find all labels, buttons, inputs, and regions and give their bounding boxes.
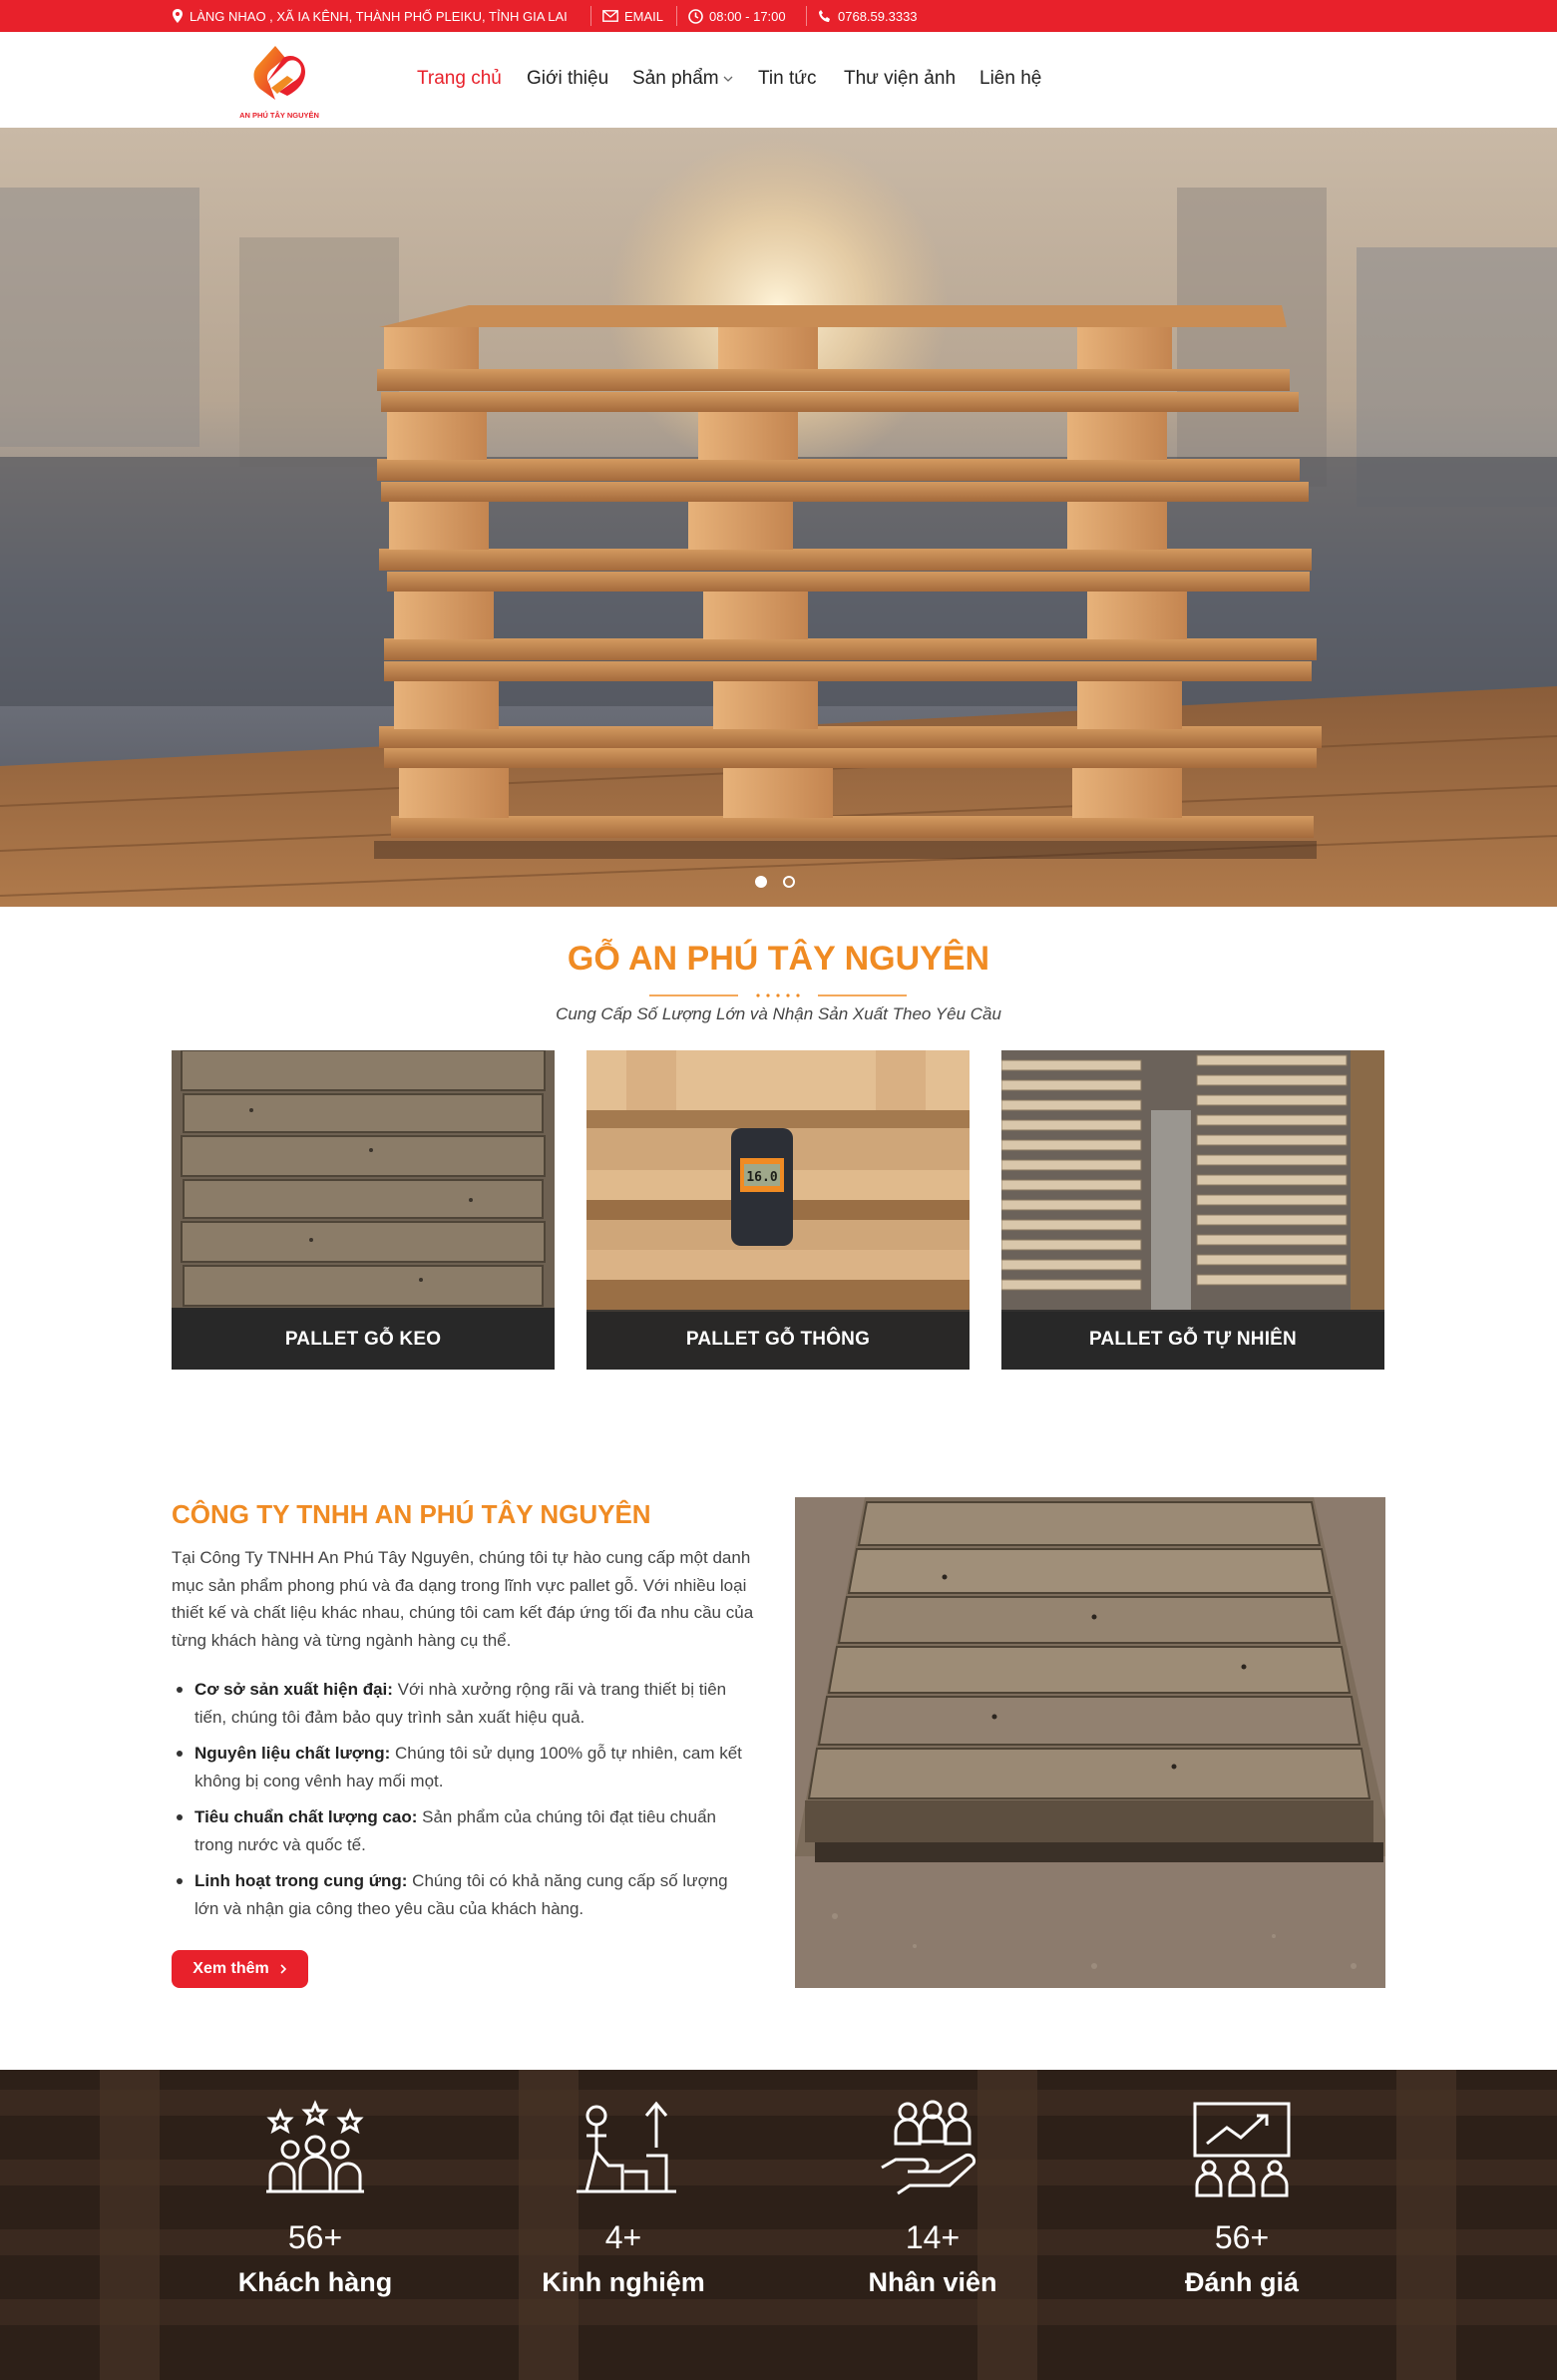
bullet-text: Sản phẩm của chúng tôi đạt tiêu chuẩn trong nước và quốc tế. <box>195 1807 716 1854</box>
intro-subtitle: Cung Cấp Số Lượng Lớn và Nhận Sản Xuất Theo Yêu Cầu <box>556 1004 1001 1023</box>
about-pallet-image <box>795 1497 1385 1988</box>
company-logo[interactable] <box>237 40 321 124</box>
nav-item-home[interactable]: Trang chủ <box>417 68 502 89</box>
hero-pallet-image <box>0 128 1557 907</box>
stat-label: Kinh nghiệm <box>542 2267 705 2297</box>
stat-label: Khách hàng <box>237 2267 393 2297</box>
bullet-text: Chúng tôi sử dụng 100% gỗ tự nhiên, cam kết không bị cong vênh hay mối mọt. <box>195 1744 742 1790</box>
map-pin-icon <box>172 9 184 23</box>
topbar-divider <box>590 6 591 26</box>
nav-item-products[interactable] <box>632 68 734 90</box>
slider-dot-1[interactable] <box>755 876 767 888</box>
logo-mark <box>237 40 321 124</box>
hero-slider[interactable] <box>0 128 1557 907</box>
product-card-label: PALLET GỖ TỰ NHIÊN <box>1001 1310 1384 1370</box>
topbar-address <box>172 0 568 32</box>
list-item <box>172 1803 755 1858</box>
nav-item-about[interactable]: Giới thiệu <box>527 68 609 89</box>
nav-item-gallery[interactable]: Thư viện ảnh <box>844 68 957 89</box>
read-more-button[interactable] <box>172 1950 308 1988</box>
product-card-keo[interactable] <box>172 1050 555 1370</box>
bullet-text: Chúng tôi có khả năng cung cấp số lượng lớn và nhận gia công theo yêu cầu của khách hàng. <box>195 1871 728 1918</box>
list-item <box>172 1740 755 1794</box>
about-paragraph: Tại Công Ty TNHH An Phú Tây Nguyên, chúng tôi tự hào cung cấp một danh mục sản phẩm phong phú và đa dạng trong lĩnh vực pallet gỗ. Với nhiều loại thiết kế và chất liệu khác nhau, chúng tôi cam kết đáp ứng tối đa nhu cầu của từng khách hàng và từng ngành hàng cụ thể. <box>172 1548 754 1650</box>
presentation-board-icon <box>1187 2100 1297 2199</box>
phone-text[interactable]: 0768.59.3333 <box>838 8 918 24</box>
stat-label: Nhân viên <box>868 2267 997 2297</box>
topbar-divider <box>676 6 677 26</box>
bullet-heading: Nguyên liệu chất lượng: <box>195 1744 391 1763</box>
address-text: LÀNG NHAO , XÃ IA KÊNH, THÀNH PHỐ PLEIKU, TỈNH GIA LAI <box>190 8 568 24</box>
intro-title: GỖ AN PHÚ TÂY NGUYÊN <box>567 940 990 978</box>
chevron-right-icon <box>279 1963 287 1975</box>
envelope-icon <box>602 10 618 22</box>
topbar-email[interactable] <box>602 0 663 32</box>
stat-label: Đánh giá <box>1184 2267 1299 2297</box>
growth-steps-icon <box>569 2100 678 2199</box>
stat-number: 56+ <box>287 2219 343 2255</box>
customers-stars-icon <box>260 2100 370 2199</box>
topbar-divider <box>806 6 807 26</box>
clock-icon <box>688 9 703 24</box>
stats-section <box>0 2070 1557 2380</box>
hours-text: 08:00 - 17:00 <box>709 8 786 24</box>
topbar-phone[interactable] <box>818 0 918 32</box>
slider-dot-2[interactable] <box>783 876 795 888</box>
stat-customers <box>166 2070 465 2380</box>
nav-item-products-label: Sản phẩm <box>632 68 719 89</box>
stat-number: 56+ <box>1214 2219 1270 2255</box>
stat-number: 4+ <box>604 2219 642 2255</box>
logo-text: AN PHÚ TÂY NGUYÊN <box>239 111 319 120</box>
list-item <box>172 1867 755 1922</box>
product-card-thong[interactable] <box>586 1050 970 1370</box>
phone-icon <box>818 9 832 23</box>
topbar-hours <box>688 0 786 32</box>
email-text[interactable]: EMAIL <box>624 8 664 24</box>
site-header <box>0 32 1557 128</box>
list-item <box>172 1676 755 1731</box>
stat-experience <box>474 2070 773 2380</box>
about-bullets <box>172 1676 755 1931</box>
title-divider <box>0 988 1557 997</box>
nav-item-contact[interactable]: Liên hệ <box>979 68 1042 89</box>
bullet-heading: Linh hoạt trong cung ứng: <box>195 1871 408 1890</box>
stat-number: 14+ <box>905 2219 961 2255</box>
moisture-reading: 16.0 <box>746 1170 778 1185</box>
top-bar <box>0 0 1557 32</box>
bullet-heading: Cơ sở sản xuất hiện đại: <box>195 1680 393 1699</box>
stat-reviews <box>1092 2070 1391 2380</box>
about-title: CÔNG TY TNHH AN PHÚ TÂY NGUYÊN <box>172 1499 651 1529</box>
stat-employees <box>783 2070 1082 2380</box>
read-more-label: Xem thêm <box>193 1960 269 1977</box>
product-card-tu-nhien[interactable] <box>1001 1050 1384 1370</box>
bullet-text: Với nhà xưởng rộng rãi và trang thiết bị tiên tiến, chúng tôi đảm bảo quy trình sản xuất hiệu quả. <box>195 1680 727 1727</box>
team-hand-icon <box>878 2100 987 2199</box>
nav-item-news[interactable]: Tin tức <box>758 68 817 89</box>
product-card-label: PALLET GỖ KEO <box>172 1310 555 1370</box>
bullet-heading: Tiêu chuẩn chất lượng cao: <box>195 1807 418 1826</box>
product-card-label: PALLET GỖ THÔNG <box>586 1310 970 1370</box>
chevron-down-icon <box>722 74 734 84</box>
